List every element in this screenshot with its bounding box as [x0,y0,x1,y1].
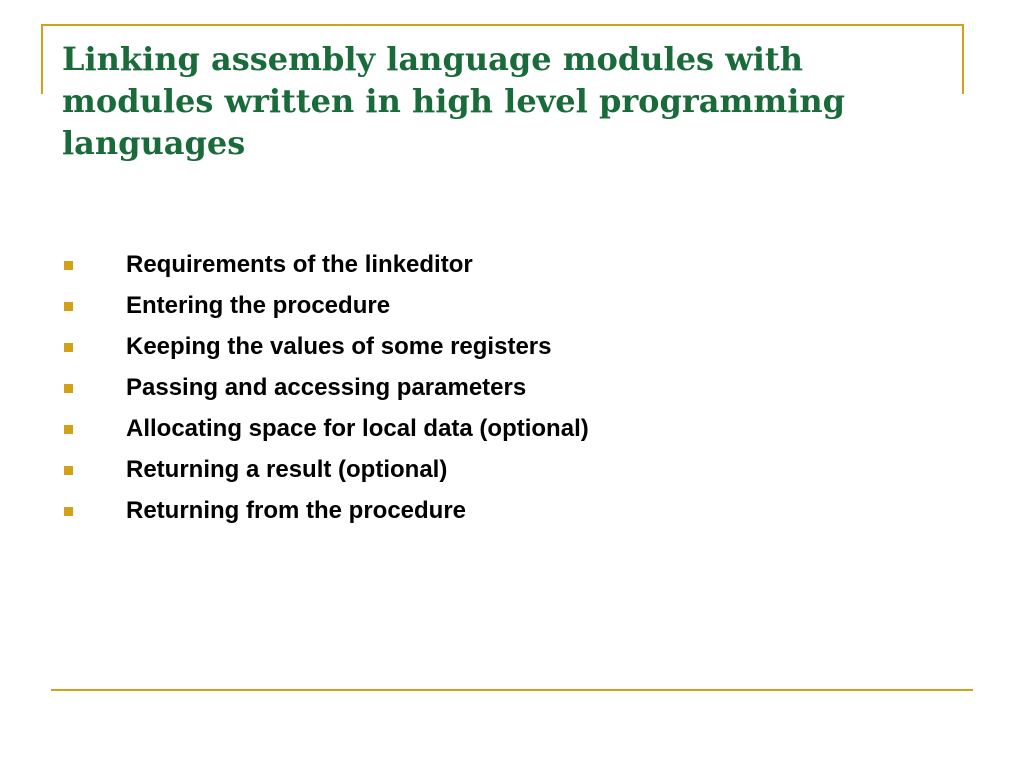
bullet-text: Returning a result (optional) [126,455,448,483]
bullet-text: Keeping the values of some registers [126,332,552,360]
square-bullet-icon [64,466,73,475]
bullet-item [62,244,589,285]
bullet-text: Returning from the procedure [126,496,467,524]
bullet-item [62,449,589,490]
square-bullet-icon [64,343,73,352]
square-bullet-icon [64,507,73,516]
bullet-list [62,244,589,531]
bullet-text: Passing and accessing parameters [126,373,527,401]
frame-bottom-line [51,689,973,691]
bullet-item [62,326,589,367]
bullet-item [62,490,589,531]
bullet-text: Requirements of the linkeditor [126,250,473,278]
square-bullet-icon [64,302,73,311]
frame-left-line [41,24,43,94]
square-bullet-icon [64,261,73,270]
bullet-item [62,367,589,408]
bullet-text: Entering the procedure [126,291,391,319]
frame-right-line [962,24,964,94]
square-bullet-icon [64,425,73,434]
bullet-item [62,285,589,326]
bullet-text: Allocating space for local data (optional) [126,414,589,442]
bullet-item [62,408,589,449]
slide-title: Linking assembly language modules with modules written in high level programming languages [62,40,845,162]
frame-top-line [41,24,964,26]
square-bullet-icon [64,384,73,393]
